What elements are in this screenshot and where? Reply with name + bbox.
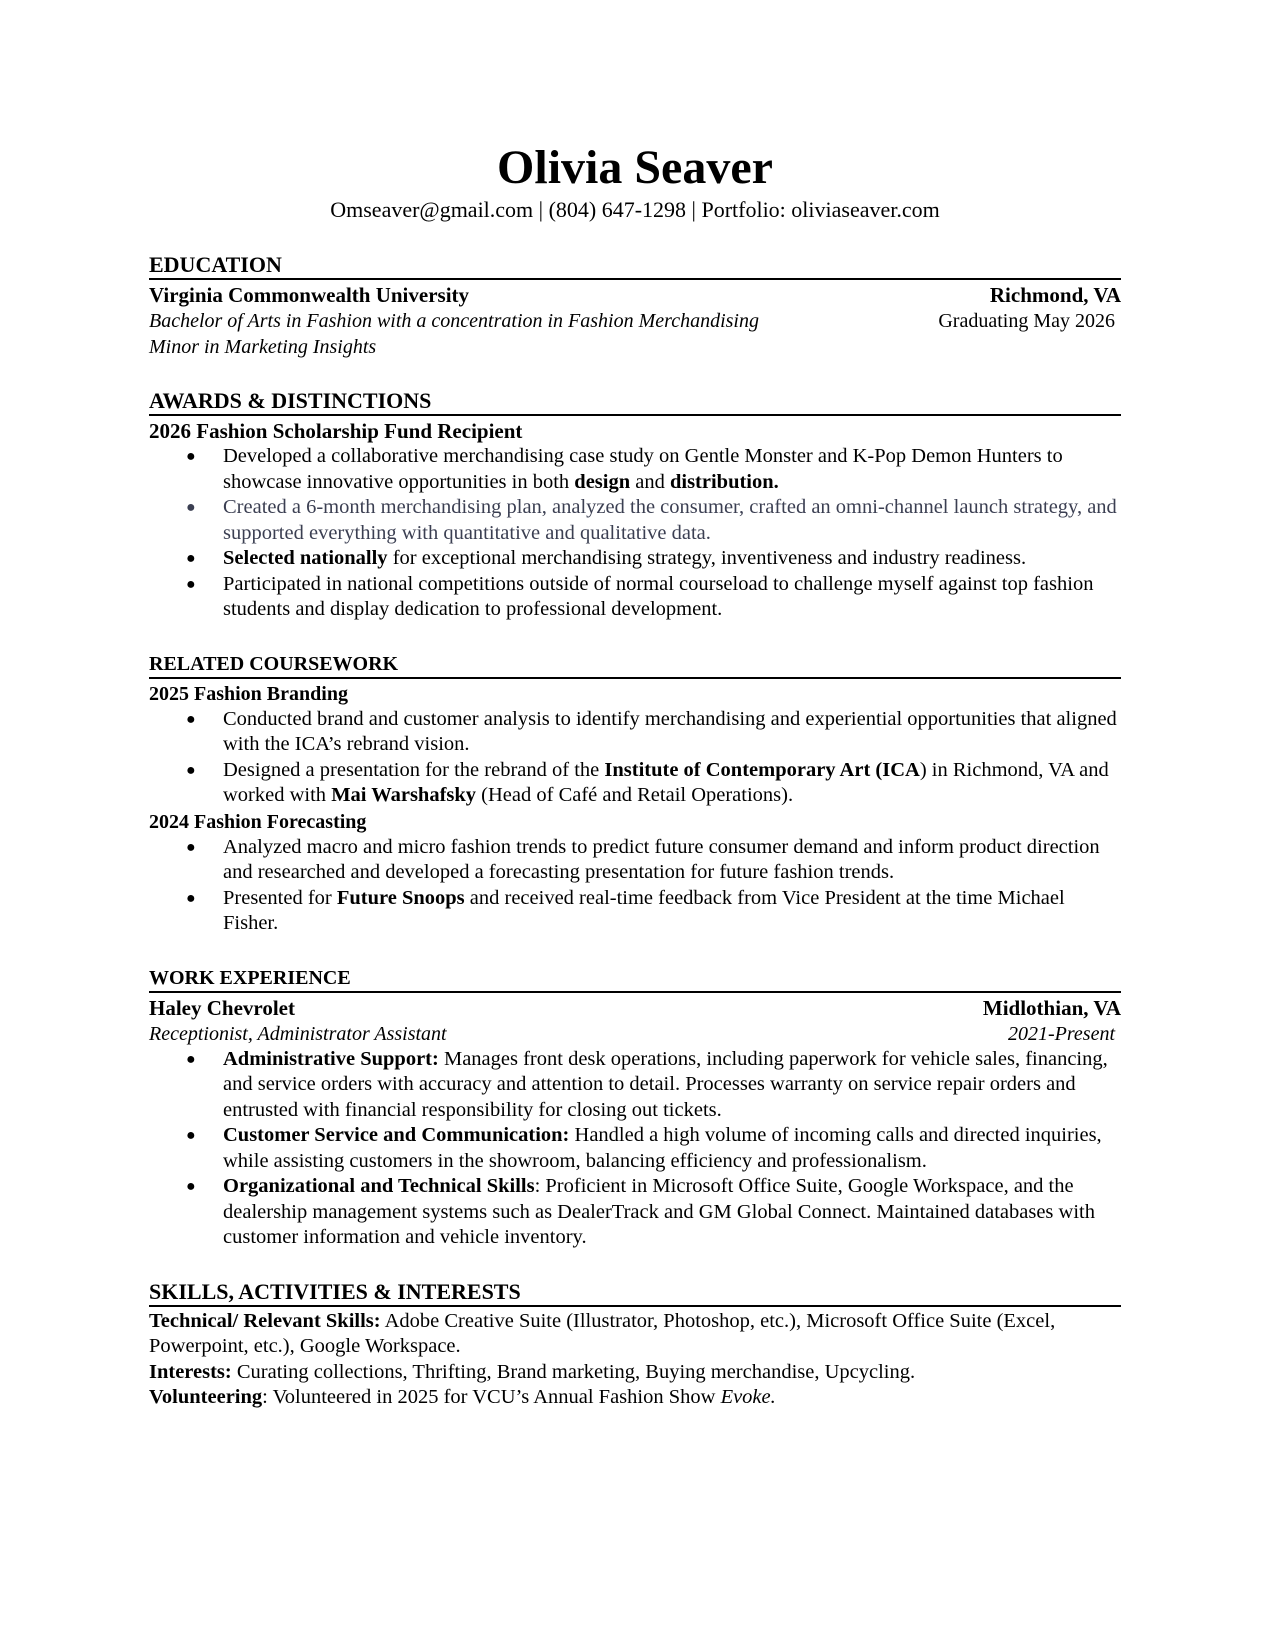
list-item: ● Selected nationally for exceptional merchandising strategy, inventiveness and industry readiness. (149, 546, 1121, 572)
list-item: ● Developed a collaborative merchandising case study on Gentle Monster and K-Pop Demon Hunters to showcase innovative opportunities in both design and distribution. (186, 445, 1063, 493)
job-role: Receptionist, Administrator Assistant (149, 1022, 447, 1045)
company-name: Haley Chevrolet (149, 995, 295, 1020)
bullet-icon: ● (186, 761, 196, 779)
bullet-icon: ● (186, 575, 196, 593)
education-school-row (149, 282, 1121, 308)
skills-section (149, 1279, 1121, 1411)
work-role-row (149, 1021, 1121, 1047)
skills-heading: SKILLS, ACTIVITIES & INTERESTS (149, 1279, 1121, 1307)
bullet-icon: ● (186, 550, 196, 567)
list-item: ● Created a 6-month merchandising plan, analyzed the consumer, crafted an omni-channel launch strategy, and supported everything with quantitative and qualitative data. (186, 496, 1117, 544)
company-location: Midlothian, VA (982, 995, 1121, 1020)
bullet-icon: ● (186, 838, 196, 856)
list-item: ● Designed a presentation for the rebrand of the Institute of Contemporary Art (ICA) in Richmond, VA and worked with Mai Warshafsky (Head of Café and Retail Operations). (186, 758, 1109, 806)
list-item: ● Administrative Support: Manages front desk operations, including paperwork for vehicle sales, financing, and service orders with accuracy and attention to detail. Processes warranty on service repair orders and entrusted with financial responsibility for closing out tickets. (186, 1047, 1108, 1121)
bullet-icon: ● (186, 499, 196, 516)
coursework-section (149, 651, 1121, 937)
course-bullets (149, 835, 1121, 937)
education-heading: EDUCATION (149, 252, 1121, 280)
contact-line: Omseaver@gmail.com | (804) 647-1298 | Portfolio: oliviaseaver.com (330, 197, 940, 222)
bullet-icon: ● (186, 1127, 196, 1144)
education-section (149, 252, 1121, 360)
education-degree-row (149, 308, 1121, 334)
school-location: Richmond, VA (989, 283, 1121, 307)
minor: Minor in Marketing Insights (149, 336, 377, 358)
list-item: ● Customer Service and Communication: Handled a high volume of incoming calls and directed inquiries, while assisting customers in the showroom, balancing efficiency and professionalism. (186, 1124, 1102, 1172)
award-bullets (149, 444, 1121, 623)
course-name: 2024 Fashion Forecasting (149, 810, 367, 833)
work-heading: WORK EXPERIENCE (149, 965, 1121, 993)
course-bullets (149, 707, 1121, 809)
bullet-icon: ● (186, 448, 196, 465)
degree: Bachelor of Arts in Fashion with a concentration in Fashion Merchandising (149, 310, 759, 332)
candidate-name: Olivia Seaver (497, 141, 773, 194)
awards-heading: AWARDS & DISTINCTIONS (149, 388, 1121, 416)
bullet-icon: ● (186, 1050, 196, 1068)
school-name: Virginia Commonwealth University (149, 283, 470, 307)
list-item: ● Presented for Future Snoops and received real-time feedback from Vice President at the time Michael Fisher. (186, 886, 1065, 934)
job-dates: 2021-Present (1007, 1022, 1115, 1045)
list-item: ● Conducted brand and customer analysis to identify merchandising and experiential opportunities that aligned with the ICA’s rebrand vision. (186, 707, 1117, 755)
bullet-icon: ● (186, 710, 196, 728)
list-item: ● Analyzed macro and micro fashion trends to predict future consumer demand and inform product direction and researched and developed a forecasting presentation for future fashion trends. (186, 835, 1100, 883)
course-name: 2025 Fashion Branding (149, 682, 348, 705)
interests: Interests: Curating collections, Thrifting, Brand marketing, Buying merchandise, Upcycling. (149, 1360, 916, 1383)
coursework-heading: RELATED COURSEWORK (149, 651, 1121, 679)
work-section (149, 965, 1121, 1251)
award-name: 2026 Fashion Scholarship Fund Recipient (149, 419, 523, 443)
graduation-date: Graduating May 2026 (938, 310, 1115, 332)
awards-section (149, 388, 1121, 623)
list-item: ● Organizational and Technical Skills: Proficient in Microsoft Office Suite, Google Workspace, and the dealership management systems such as DealerTrack and GM Global Connect. Maintained databases with customer information and vehicle inventory. (186, 1175, 1095, 1248)
list-item: ● Participated in national competitions outside of normal courseload to challenge myself against top fashion students and display dedication to professional development. (186, 572, 1094, 620)
bullet-icon: ● (186, 1178, 196, 1195)
resume-page (149, 140, 1121, 1411)
technical-skills: Technical/ Relevant Skills: Adobe Creative Suite (Illustrator, Photoshop, etc.), Microsoft Office Suite (Excel, Powerpoint, etc.), Google Workspace. (149, 1309, 1056, 1357)
work-bullets (149, 1047, 1121, 1251)
volunteering: Volunteering: Volunteered in 2025 for VCU’s Annual Fashion Show Evoke. (149, 1386, 776, 1408)
work-company-row (149, 995, 1121, 1021)
bullet-icon: ● (186, 889, 196, 907)
